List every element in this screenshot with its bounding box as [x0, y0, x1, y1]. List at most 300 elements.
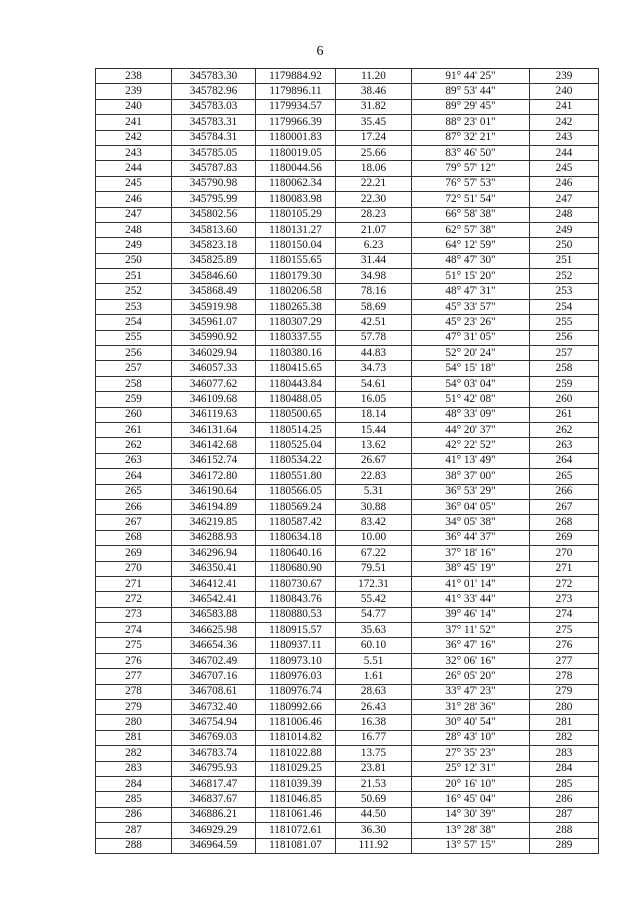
next-point-cell: 275: [530, 623, 599, 638]
table-row: [96, 546, 599, 561]
bearing-cell: 66° 58' 38": [412, 207, 530, 222]
y-coordinate-cell: 1180976.74: [256, 684, 336, 699]
table-row: [96, 453, 599, 468]
distance-cell: 67.22: [336, 546, 412, 561]
next-point-cell: 270: [530, 546, 599, 561]
next-point-cell: 241: [530, 99, 599, 114]
next-point-cell: 245: [530, 161, 599, 176]
distance-cell: 57.78: [336, 330, 412, 345]
y-coordinate-cell: 1180634.18: [256, 530, 336, 545]
table-row: [96, 222, 599, 237]
x-coordinate-cell: 345961.07: [172, 315, 256, 330]
x-coordinate-cell: 346119.63: [172, 407, 256, 422]
y-coordinate-cell: 1181029.25: [256, 761, 336, 776]
distance-cell: 28.63: [336, 684, 412, 699]
x-coordinate-cell: 345783.31: [172, 115, 256, 130]
bearing-cell: 47° 31' 05": [412, 330, 530, 345]
point-number-cell: 265: [96, 484, 172, 499]
x-coordinate-cell: 346817.47: [172, 776, 256, 791]
next-point-cell: 288: [530, 823, 599, 838]
bearing-cell: 64° 12' 59": [412, 238, 530, 253]
point-number-cell: 241: [96, 115, 172, 130]
x-coordinate-cell: 346964.59: [172, 838, 256, 853]
bearing-cell: 89° 53' 44": [412, 84, 530, 99]
distance-cell: 26.43: [336, 700, 412, 715]
distance-cell: 44.83: [336, 346, 412, 361]
next-point-cell: 278: [530, 669, 599, 684]
next-point-cell: 260: [530, 392, 599, 407]
next-point-cell: 280: [530, 700, 599, 715]
x-coordinate-cell: 346795.93: [172, 761, 256, 776]
distance-cell: 36.30: [336, 823, 412, 838]
bearing-cell: 16° 45' 04": [412, 792, 530, 807]
x-coordinate-cell: 346769.03: [172, 730, 256, 745]
point-number-cell: 275: [96, 638, 172, 653]
next-point-cell: 242: [530, 115, 599, 130]
table-row: [96, 730, 599, 745]
y-coordinate-cell: 1180443.84: [256, 376, 336, 391]
point-number-cell: 270: [96, 561, 172, 576]
table-row: [96, 715, 599, 730]
x-coordinate-cell: 346412.41: [172, 576, 256, 591]
x-coordinate-cell: 345919.98: [172, 299, 256, 314]
bearing-cell: 37° 11' 52": [412, 623, 530, 638]
next-point-cell: 257: [530, 346, 599, 361]
point-number-cell: 281: [96, 730, 172, 745]
point-number-cell: 246: [96, 192, 172, 207]
x-coordinate-cell: 346837.67: [172, 792, 256, 807]
bearing-cell: 34° 05' 38": [412, 515, 530, 530]
x-coordinate-cell: 346077.62: [172, 376, 256, 391]
distance-cell: 83.42: [336, 515, 412, 530]
bearing-cell: 36° 04' 05": [412, 499, 530, 514]
y-coordinate-cell: 1181014.82: [256, 730, 336, 745]
distance-cell: 44.50: [336, 807, 412, 822]
bearing-cell: 32° 06' 16": [412, 653, 530, 668]
point-number-cell: 245: [96, 176, 172, 191]
x-coordinate-cell: 345787.83: [172, 161, 256, 176]
next-point-cell: 255: [530, 315, 599, 330]
y-coordinate-cell: 1180265.38: [256, 299, 336, 314]
next-point-cell: 240: [530, 84, 599, 99]
next-point-cell: 287: [530, 807, 599, 822]
table-row: [96, 299, 599, 314]
distance-cell: 21.07: [336, 222, 412, 237]
bearing-cell: 88° 23' 01": [412, 115, 530, 130]
table-row: [96, 376, 599, 391]
x-coordinate-cell: 346029.94: [172, 346, 256, 361]
bearing-cell: 36° 47' 16": [412, 638, 530, 653]
distance-cell: 60.10: [336, 638, 412, 653]
bearing-cell: 91° 44' 25": [412, 69, 530, 84]
bearing-cell: 14° 30' 39": [412, 807, 530, 822]
point-number-cell: 262: [96, 438, 172, 453]
point-number-cell: 244: [96, 161, 172, 176]
bearing-cell: 31° 28' 36": [412, 700, 530, 715]
y-coordinate-cell: 1180019.05: [256, 145, 336, 160]
distance-cell: 111.92: [336, 838, 412, 853]
x-coordinate-cell: 346929.29: [172, 823, 256, 838]
distance-cell: 18.14: [336, 407, 412, 422]
distance-cell: 16.77: [336, 730, 412, 745]
next-point-cell: 286: [530, 792, 599, 807]
next-point-cell: 243: [530, 130, 599, 145]
distance-cell: 22.83: [336, 469, 412, 484]
table-row: [96, 623, 599, 638]
y-coordinate-cell: 1180587.42: [256, 515, 336, 530]
next-point-cell: 251: [530, 253, 599, 268]
x-coordinate-cell: 346172.80: [172, 469, 256, 484]
bearing-cell: 48° 33' 09": [412, 407, 530, 422]
next-point-cell: 272: [530, 576, 599, 591]
point-number-cell: 251: [96, 269, 172, 284]
distance-cell: 25.66: [336, 145, 412, 160]
next-point-cell: 283: [530, 746, 599, 761]
point-number-cell: 259: [96, 392, 172, 407]
distance-cell: 172.31: [336, 576, 412, 591]
point-number-cell: 249: [96, 238, 172, 253]
distance-cell: 34.98: [336, 269, 412, 284]
y-coordinate-cell: 1179934.57: [256, 99, 336, 114]
next-point-cell: 282: [530, 730, 599, 745]
distance-cell: 34.73: [336, 361, 412, 376]
x-coordinate-cell: 346194.89: [172, 499, 256, 514]
bearing-cell: 76° 57' 53": [412, 176, 530, 191]
x-coordinate-cell: 346296.94: [172, 546, 256, 561]
y-coordinate-cell: 1181006.46: [256, 715, 336, 730]
y-coordinate-cell: 1180488.05: [256, 392, 336, 407]
point-number-cell: 260: [96, 407, 172, 422]
distance-cell: 22.30: [336, 192, 412, 207]
point-number-cell: 287: [96, 823, 172, 838]
point-number-cell: 273: [96, 607, 172, 622]
bearing-cell: 54° 15' 18": [412, 361, 530, 376]
table-row: [96, 746, 599, 761]
x-coordinate-cell: 346886.21: [172, 807, 256, 822]
table-row: [96, 469, 599, 484]
y-coordinate-cell: 1180525.04: [256, 438, 336, 453]
bearing-cell: 13° 28' 38": [412, 823, 530, 838]
point-number-cell: 286: [96, 807, 172, 822]
table-row: [96, 823, 599, 838]
point-number-cell: 239: [96, 84, 172, 99]
x-coordinate-cell: 346542.41: [172, 592, 256, 607]
point-number-cell: 261: [96, 422, 172, 437]
distance-cell: 35.45: [336, 115, 412, 130]
point-number-cell: 283: [96, 761, 172, 776]
bearing-cell: 25° 12' 31": [412, 761, 530, 776]
bearing-cell: 83° 46' 50": [412, 145, 530, 160]
x-coordinate-cell: 345795.99: [172, 192, 256, 207]
point-number-cell: 240: [96, 99, 172, 114]
y-coordinate-cell: 1180307.29: [256, 315, 336, 330]
point-number-cell: 280: [96, 715, 172, 730]
y-coordinate-cell: 1181046.85: [256, 792, 336, 807]
point-number-cell: 278: [96, 684, 172, 699]
next-point-cell: 262: [530, 422, 599, 437]
table-row: [96, 515, 599, 530]
point-number-cell: 243: [96, 145, 172, 160]
table-row: [96, 176, 599, 191]
point-number-cell: 258: [96, 376, 172, 391]
x-coordinate-cell: 345785.05: [172, 145, 256, 160]
distance-cell: 13.62: [336, 438, 412, 453]
bearing-cell: 38° 45' 19": [412, 561, 530, 576]
table-row: [96, 438, 599, 453]
y-coordinate-cell: 1180155.65: [256, 253, 336, 268]
x-coordinate-cell: 346625.98: [172, 623, 256, 638]
distance-cell: 1.61: [336, 669, 412, 684]
table-row: [96, 669, 599, 684]
y-coordinate-cell: 1180534.22: [256, 453, 336, 468]
table-row: [96, 238, 599, 253]
bearing-cell: 45° 23' 26": [412, 315, 530, 330]
x-coordinate-cell: 346654.36: [172, 638, 256, 653]
point-number-cell: 284: [96, 776, 172, 791]
distance-cell: 13.75: [336, 746, 412, 761]
next-point-cell: 279: [530, 684, 599, 699]
next-point-cell: 269: [530, 530, 599, 545]
y-coordinate-cell: 1180992.66: [256, 700, 336, 715]
x-coordinate-cell: 346732.40: [172, 700, 256, 715]
point-number-cell: 248: [96, 222, 172, 237]
bearing-cell: 87° 32' 21": [412, 130, 530, 145]
bearing-cell: 13° 57' 15": [412, 838, 530, 853]
distance-cell: 54.61: [336, 376, 412, 391]
distance-cell: 30.88: [336, 499, 412, 514]
x-coordinate-cell: 345825.89: [172, 253, 256, 268]
y-coordinate-cell: 1181022.88: [256, 746, 336, 761]
distance-cell: 6.23: [336, 238, 412, 253]
y-coordinate-cell: 1180083.98: [256, 192, 336, 207]
bearing-cell: 48° 47' 30": [412, 253, 530, 268]
next-point-cell: 239: [530, 69, 599, 84]
y-coordinate-cell: 1180730.67: [256, 576, 336, 591]
bearing-cell: 33° 47' 23": [412, 684, 530, 699]
point-number-cell: 267: [96, 515, 172, 530]
bearing-cell: 41° 01' 14": [412, 576, 530, 591]
table-row: [96, 161, 599, 176]
y-coordinate-cell: 1180514.25: [256, 422, 336, 437]
y-coordinate-cell: 1180500.65: [256, 407, 336, 422]
table-row: [96, 269, 599, 284]
y-coordinate-cell: 1180976.03: [256, 669, 336, 684]
y-coordinate-cell: 1180001.83: [256, 130, 336, 145]
distance-cell: 54.77: [336, 607, 412, 622]
bearing-cell: 51° 15' 20": [412, 269, 530, 284]
next-point-cell: 274: [530, 607, 599, 622]
bearing-cell: 28° 43' 10": [412, 730, 530, 745]
y-coordinate-cell: 1180380.16: [256, 346, 336, 361]
x-coordinate-cell: 346702.49: [172, 653, 256, 668]
x-coordinate-cell: 346142.68: [172, 438, 256, 453]
y-coordinate-cell: 1180569.24: [256, 499, 336, 514]
bearing-cell: 62° 57' 38": [412, 222, 530, 237]
distance-cell: 78.16: [336, 284, 412, 299]
table-row: [96, 315, 599, 330]
x-coordinate-cell: 345802.56: [172, 207, 256, 222]
table-row: [96, 561, 599, 576]
table-row: [96, 145, 599, 160]
next-point-cell: 252: [530, 269, 599, 284]
bearing-cell: 45° 33' 57": [412, 299, 530, 314]
bearing-cell: 48° 47' 31": [412, 284, 530, 299]
x-coordinate-cell: 346708.61: [172, 684, 256, 699]
x-coordinate-cell: 346754.94: [172, 715, 256, 730]
bearing-cell: 52° 20' 24": [412, 346, 530, 361]
bearing-cell: 30° 40' 54": [412, 715, 530, 730]
point-number-cell: 282: [96, 746, 172, 761]
bearing-cell: 38° 37' 00": [412, 469, 530, 484]
y-coordinate-cell: 1180680.90: [256, 561, 336, 576]
distance-cell: 31.44: [336, 253, 412, 268]
point-number-cell: 242: [96, 130, 172, 145]
x-coordinate-cell: 345823.18: [172, 238, 256, 253]
y-coordinate-cell: 1180337.55: [256, 330, 336, 345]
table-row: [96, 838, 599, 853]
x-coordinate-cell: 345813.60: [172, 222, 256, 237]
x-coordinate-cell: 346219.85: [172, 515, 256, 530]
table-row: [96, 99, 599, 114]
bearing-cell: 36° 53' 29": [412, 484, 530, 499]
y-coordinate-cell: 1180062.34: [256, 176, 336, 191]
x-coordinate-cell: 345990.92: [172, 330, 256, 345]
point-number-cell: 272: [96, 592, 172, 607]
point-number-cell: 277: [96, 669, 172, 684]
y-coordinate-cell: 1180150.04: [256, 238, 336, 253]
distance-cell: 31.82: [336, 99, 412, 114]
y-coordinate-cell: 1180566.05: [256, 484, 336, 499]
distance-cell: 28.23: [336, 207, 412, 222]
bearing-cell: 44° 20' 37": [412, 422, 530, 437]
point-number-cell: 268: [96, 530, 172, 545]
point-number-cell: 266: [96, 499, 172, 514]
coordinates-table-body: [96, 69, 599, 854]
distance-cell: 38.46: [336, 84, 412, 99]
y-coordinate-cell: 1179896.11: [256, 84, 336, 99]
x-coordinate-cell: 345868.49: [172, 284, 256, 299]
next-point-cell: 263: [530, 438, 599, 453]
point-number-cell: 263: [96, 453, 172, 468]
table-row: [96, 207, 599, 222]
table-row: [96, 346, 599, 361]
next-point-cell: 254: [530, 299, 599, 314]
y-coordinate-cell: 1180131.27: [256, 222, 336, 237]
table-row: [96, 761, 599, 776]
x-coordinate-cell: 346109.68: [172, 392, 256, 407]
y-coordinate-cell: 1181039.39: [256, 776, 336, 791]
bearing-cell: 27° 35' 23": [412, 746, 530, 761]
point-number-cell: 255: [96, 330, 172, 345]
bearing-cell: 41° 33' 44": [412, 592, 530, 607]
bearing-cell: 51° 42' 08": [412, 392, 530, 407]
bearing-cell: 89° 29' 45": [412, 99, 530, 114]
table-row: [96, 592, 599, 607]
table-row: [96, 792, 599, 807]
table-row: [96, 807, 599, 822]
distance-cell: 42.51: [336, 315, 412, 330]
next-point-cell: 250: [530, 238, 599, 253]
bearing-cell: 41° 13' 49": [412, 453, 530, 468]
distance-cell: 55.42: [336, 592, 412, 607]
distance-cell: 16.05: [336, 392, 412, 407]
table-row: [96, 684, 599, 699]
x-coordinate-cell: 346131.64: [172, 422, 256, 437]
table-row: [96, 69, 599, 84]
next-point-cell: 268: [530, 515, 599, 530]
table-row: [96, 284, 599, 299]
x-coordinate-cell: 346288.93: [172, 530, 256, 545]
bearing-cell: 72° 51' 54": [412, 192, 530, 207]
next-point-cell: 253: [530, 284, 599, 299]
table-row: [96, 776, 599, 791]
point-number-cell: 271: [96, 576, 172, 591]
point-number-cell: 264: [96, 469, 172, 484]
coordinates-table: [95, 68, 599, 854]
x-coordinate-cell: 346707.16: [172, 669, 256, 684]
next-point-cell: 277: [530, 653, 599, 668]
table-row: [96, 407, 599, 422]
next-point-cell: 261: [530, 407, 599, 422]
y-coordinate-cell: 1180843.76: [256, 592, 336, 607]
distance-cell: 18.06: [336, 161, 412, 176]
point-number-cell: 257: [96, 361, 172, 376]
table-row: [96, 192, 599, 207]
bearing-cell: 39° 46' 14": [412, 607, 530, 622]
y-coordinate-cell: 1180044.56: [256, 161, 336, 176]
table-row: [96, 499, 599, 514]
table-row: [96, 700, 599, 715]
next-point-cell: 244: [530, 145, 599, 160]
next-point-cell: 271: [530, 561, 599, 576]
table-row: [96, 422, 599, 437]
distance-cell: 50.69: [336, 792, 412, 807]
y-coordinate-cell: 1180880.53: [256, 607, 336, 622]
point-number-cell: 250: [96, 253, 172, 268]
table-row: [96, 115, 599, 130]
table-row: [96, 484, 599, 499]
bearing-cell: 79° 57' 12": [412, 161, 530, 176]
bearing-cell: 42° 22' 52": [412, 438, 530, 453]
y-coordinate-cell: 1181072.61: [256, 823, 336, 838]
y-coordinate-cell: 1180179.30: [256, 269, 336, 284]
y-coordinate-cell: 1179966.39: [256, 115, 336, 130]
next-point-cell: 249: [530, 222, 599, 237]
distance-cell: 79.51: [336, 561, 412, 576]
x-coordinate-cell: 346583.88: [172, 607, 256, 622]
next-point-cell: 289: [530, 838, 599, 853]
y-coordinate-cell: 1181081.07: [256, 838, 336, 853]
x-coordinate-cell: 345782.96: [172, 84, 256, 99]
y-coordinate-cell: 1180551.80: [256, 469, 336, 484]
next-point-cell: 266: [530, 484, 599, 499]
next-point-cell: 248: [530, 207, 599, 222]
y-coordinate-cell: 1179884.92: [256, 69, 336, 84]
distance-cell: 26.67: [336, 453, 412, 468]
table-row: [96, 392, 599, 407]
distance-cell: 22.21: [336, 176, 412, 191]
y-coordinate-cell: 1180206.58: [256, 284, 336, 299]
table-row: [96, 638, 599, 653]
x-coordinate-cell: 345783.03: [172, 99, 256, 114]
y-coordinate-cell: 1180973.10: [256, 653, 336, 668]
next-point-cell: 265: [530, 469, 599, 484]
x-coordinate-cell: 345846.60: [172, 269, 256, 284]
next-point-cell: 281: [530, 715, 599, 730]
distance-cell: 10.00: [336, 530, 412, 545]
next-point-cell: 285: [530, 776, 599, 791]
y-coordinate-cell: 1180105.29: [256, 207, 336, 222]
